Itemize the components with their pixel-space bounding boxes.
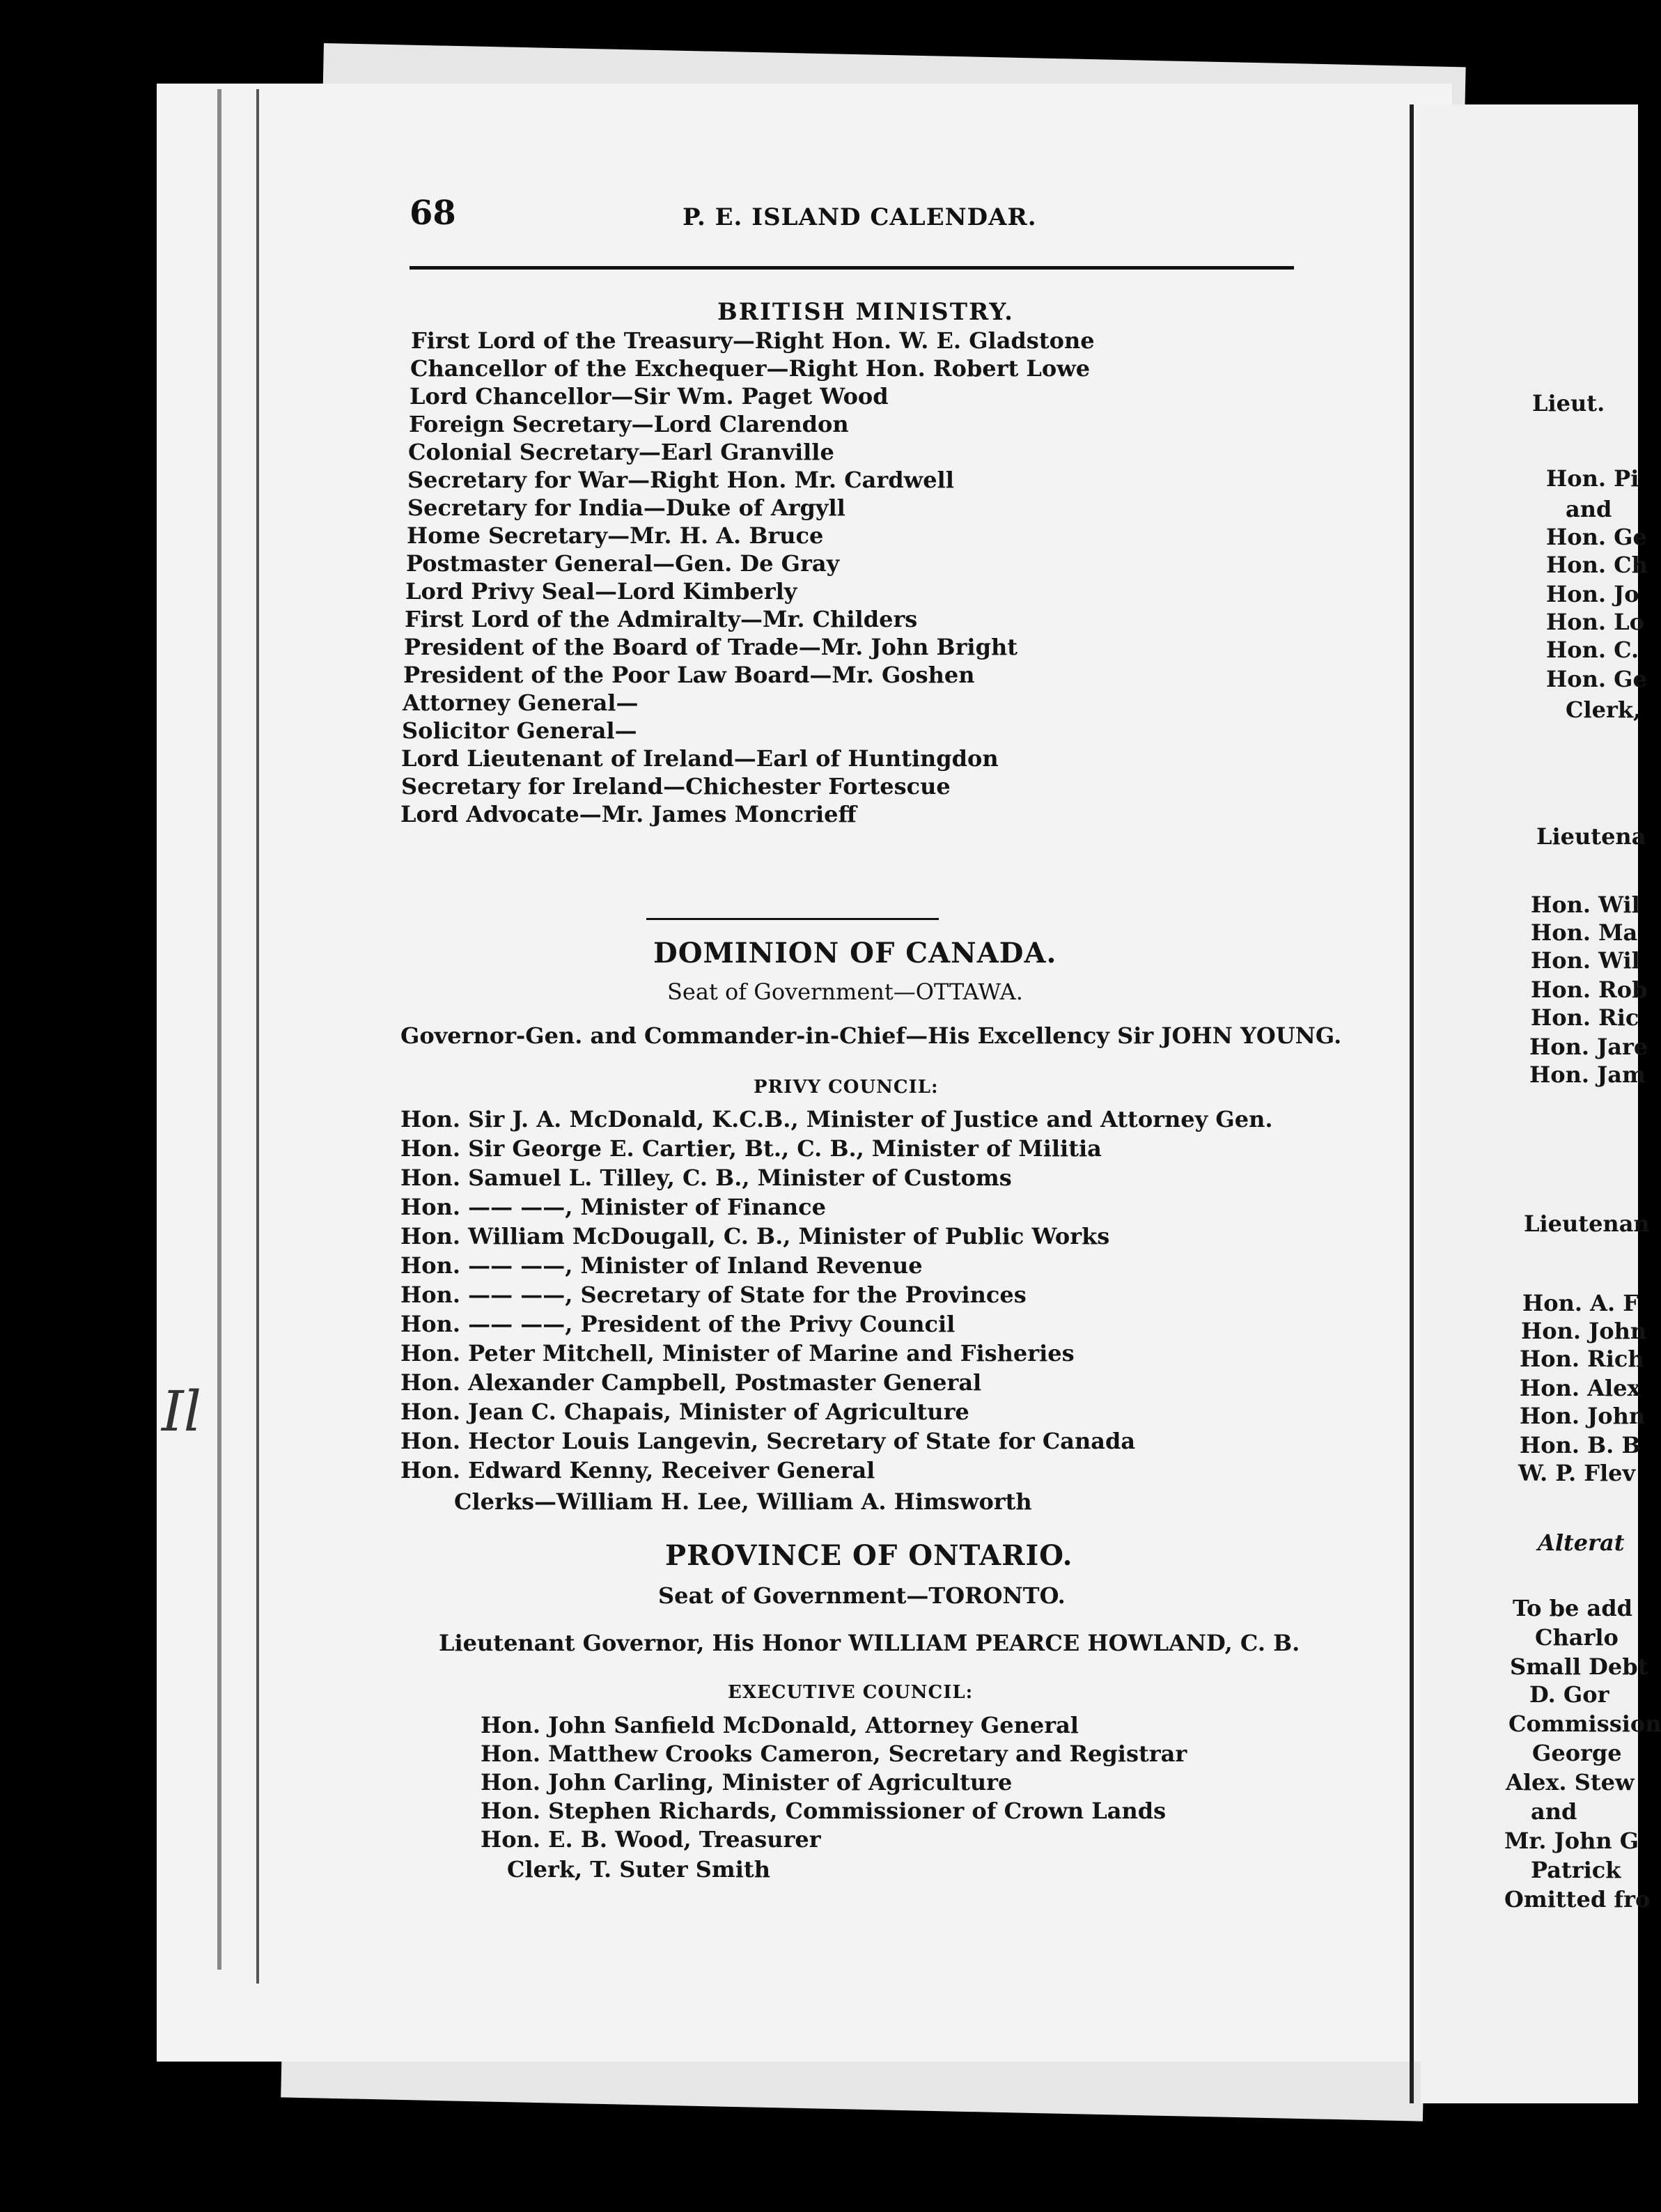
right-page-line: Small Debt bbox=[1510, 1653, 1648, 1680]
right-page-line: Hon. C. bbox=[1546, 637, 1639, 663]
executive-council-heading: EXECUTIVE COUNCIL: bbox=[728, 1682, 974, 1703]
privy-council-member: Hon. —— ——, Minister of Finance bbox=[400, 1194, 826, 1220]
ministry-line: Lord Lieutenant of Ireland—Earl of Huntingdon bbox=[401, 745, 999, 772]
privy-council-member: Hon. Samuel L. Tilley, C. B., Minister of Customs bbox=[400, 1165, 1012, 1191]
ministry-line: Home Secretary—Mr. H. A. Bruce bbox=[407, 522, 824, 549]
privy-council-member: Hon. Edward Kenny, Receiver General bbox=[400, 1457, 875, 1483]
right-page-line: Hon. Rich bbox=[1520, 1346, 1644, 1372]
right-page-line: Hon. Pi bbox=[1546, 465, 1639, 492]
right-page-line: Hon. John bbox=[1521, 1318, 1647, 1344]
dominion-clerks: Clerks—William H. Lee, William A. Himsworth bbox=[454, 1488, 1032, 1515]
ministry-line: First Lord of the Admiralty—Mr. Childers bbox=[405, 606, 918, 632]
privy-council-member: Hon. —— ——, Secretary of State for the Provinces bbox=[400, 1282, 1027, 1308]
right-page-line: Hon. A. F bbox=[1522, 1290, 1639, 1316]
running-head: P. E. ISLAND CALENDAR. bbox=[683, 203, 1037, 231]
right-page-line: Hon. Jare bbox=[1529, 1034, 1648, 1060]
handwritten-margin-note: Il bbox=[162, 1379, 202, 1444]
page-number: 68 bbox=[410, 194, 456, 233]
right-page-line: Hon. Ch bbox=[1546, 552, 1648, 578]
executive-council-member: Hon. John Sanfield McDonald, Attorney General bbox=[481, 1712, 1079, 1738]
privy-council-member: Hon. Alexander Campbell, Postmaster General bbox=[400, 1369, 982, 1396]
ministry-line: Secretary for War—Right Hon. Mr. Cardwell bbox=[407, 467, 954, 493]
right-page-line: Hon. Ma bbox=[1531, 919, 1638, 946]
privy-council-member: Hon. Peter Mitchell, Minister of Marine and Fisheries bbox=[400, 1340, 1075, 1366]
privy-council-member: Hon. Sir George E. Cartier, Bt., C. B., Minister of Militia bbox=[400, 1135, 1102, 1162]
dominion-seat: Seat of Government—OTTAWA. bbox=[667, 979, 1023, 1005]
ministry-line: Lord Privy Seal—Lord Kimberly bbox=[405, 578, 797, 605]
right-page-line: Mr. John G bbox=[1504, 1828, 1639, 1854]
section-heading-ontario: PROVINCE OF ONTARIO. bbox=[665, 1539, 1073, 1572]
right-page-line: Hon. Alex bbox=[1520, 1375, 1641, 1401]
right-page-line: Hon. Wil bbox=[1531, 891, 1640, 918]
section-heading-dominion: DOMINION OF CANADA. bbox=[653, 937, 1057, 969]
executive-council-member: Hon. E. B. Wood, Treasurer bbox=[481, 1826, 821, 1853]
right-page-line: George bbox=[1532, 1740, 1622, 1766]
ministry-line: Secretary for Ireland—Chichester Fortescue bbox=[401, 773, 951, 800]
right-page-line: and bbox=[1531, 1798, 1577, 1825]
ontario-governor: Lieutenant Governor, His Honor WILLIAM PEARCE HOWLAND, C. B. bbox=[439, 1630, 1300, 1656]
privy-council-member: Hon. Hector Louis Langevin, Secretary of State for Canada bbox=[400, 1428, 1136, 1454]
right-page-line: and bbox=[1566, 496, 1612, 522]
book-spine bbox=[1410, 104, 1414, 2103]
right-page-line: Alterat bbox=[1538, 1529, 1625, 1556]
right-page-line: Hon. Jam bbox=[1529, 1061, 1646, 1088]
page-edge bbox=[217, 89, 221, 1970]
section-heading-british-ministry: BRITISH MINISTRY. bbox=[717, 298, 1014, 326]
privy-council-member: Hon. —— ——, Minister of Inland Revenue bbox=[400, 1252, 923, 1279]
privy-council-member: Hon. Sir J. A. McDonald, K.C.B., Minister of Justice and Attorney Gen. bbox=[400, 1106, 1273, 1132]
right-page-line: Hon. Ge bbox=[1546, 524, 1647, 550]
right-page-line: Hon. Ge bbox=[1546, 666, 1647, 692]
header-rule bbox=[410, 266, 1294, 270]
right-page-line: Alex. Stew bbox=[1506, 1769, 1635, 1796]
right-page-line: Hon. Ric bbox=[1531, 1004, 1639, 1031]
right-page-line: Lieutena bbox=[1536, 823, 1646, 850]
executive-council-member: Hon. Stephen Richards, Commissioner of Crown Lands bbox=[481, 1798, 1167, 1824]
right-page-line: Hon. Jo bbox=[1546, 581, 1639, 607]
page-margin-line bbox=[256, 89, 259, 1984]
ministry-line: Chancellor of the Exchequer—Right Hon. Robert Lowe bbox=[410, 355, 1091, 382]
right-page-line: W. P. Flev bbox=[1518, 1460, 1636, 1486]
privy-council-member: Hon. William McDougall, C. B., Minister of Public Works bbox=[400, 1223, 1110, 1249]
ontario-clerk: Clerk, T. Suter Smith bbox=[507, 1856, 770, 1883]
right-page-line: Clerk, bbox=[1566, 696, 1641, 723]
right-page-line: To be add bbox=[1513, 1595, 1632, 1621]
ministry-line: Solicitor General— bbox=[402, 717, 637, 744]
section-divider bbox=[646, 918, 939, 920]
ministry-line: Lord Advocate—Mr. James Moncrieff bbox=[400, 801, 857, 827]
right-page-line: Patrick bbox=[1531, 1857, 1621, 1883]
right-page-line: Lieut. bbox=[1532, 390, 1605, 416]
ministry-line: First Lord of the Treasury—Right Hon. W. E. Gladstone bbox=[411, 327, 1095, 354]
ministry-line: Foreign Secretary—Lord Clarendon bbox=[409, 411, 849, 437]
privy-council-member: Hon. Jean C. Chapais, Minister of Agriculture bbox=[400, 1399, 969, 1425]
right-page-line: Lieutenan bbox=[1524, 1210, 1650, 1237]
ministry-line: Secretary for India—Duke of Argyll bbox=[407, 494, 845, 521]
privy-council-heading: PRIVY COUNCIL: bbox=[754, 1077, 939, 1098]
dominion-governor: Governor-Gen. and Commander-in-Chief—His Excellency Sir JOHN YOUNG. bbox=[400, 1022, 1342, 1049]
ontario-seat: Seat of Government—TORONTO. bbox=[658, 1582, 1066, 1609]
privy-council-member: Hon. —— ——, President of the Privy Council bbox=[400, 1311, 956, 1337]
page-header bbox=[410, 194, 1294, 235]
ministry-line: Lord Chancellor—Sir Wm. Paget Wood bbox=[410, 383, 889, 410]
right-page-line: Hon. Rob bbox=[1531, 976, 1648, 1003]
right-page-line: Omitted fro bbox=[1504, 1886, 1651, 1913]
executive-council-member: Hon. John Carling, Minister of Agriculture bbox=[481, 1769, 1013, 1796]
ministry-line: Attorney General— bbox=[403, 690, 639, 716]
right-page-line: D. Gor bbox=[1529, 1681, 1609, 1708]
right-page-line: Hon. B. B bbox=[1520, 1432, 1641, 1458]
ministry-line: Colonial Secretary—Earl Granville bbox=[408, 439, 834, 465]
right-page-line: Hon. Wil bbox=[1531, 947, 1640, 974]
right-page-line: Commission bbox=[1508, 1711, 1661, 1737]
ministry-line: President of the Poor Law Board—Mr. Goshen bbox=[403, 662, 975, 688]
executive-council-member: Hon. Matthew Crooks Cameron, Secretary and Registrar bbox=[481, 1740, 1187, 1767]
right-page-line: Hon. John bbox=[1520, 1403, 1646, 1429]
ministry-line: Postmaster General—Gen. De Gray bbox=[406, 550, 840, 577]
right-page-line: Charlo bbox=[1535, 1624, 1619, 1651]
right-page-line: Hon. Lo bbox=[1546, 609, 1644, 635]
ministry-line: President of the Board of Trade—Mr. John Bright bbox=[404, 634, 1017, 660]
